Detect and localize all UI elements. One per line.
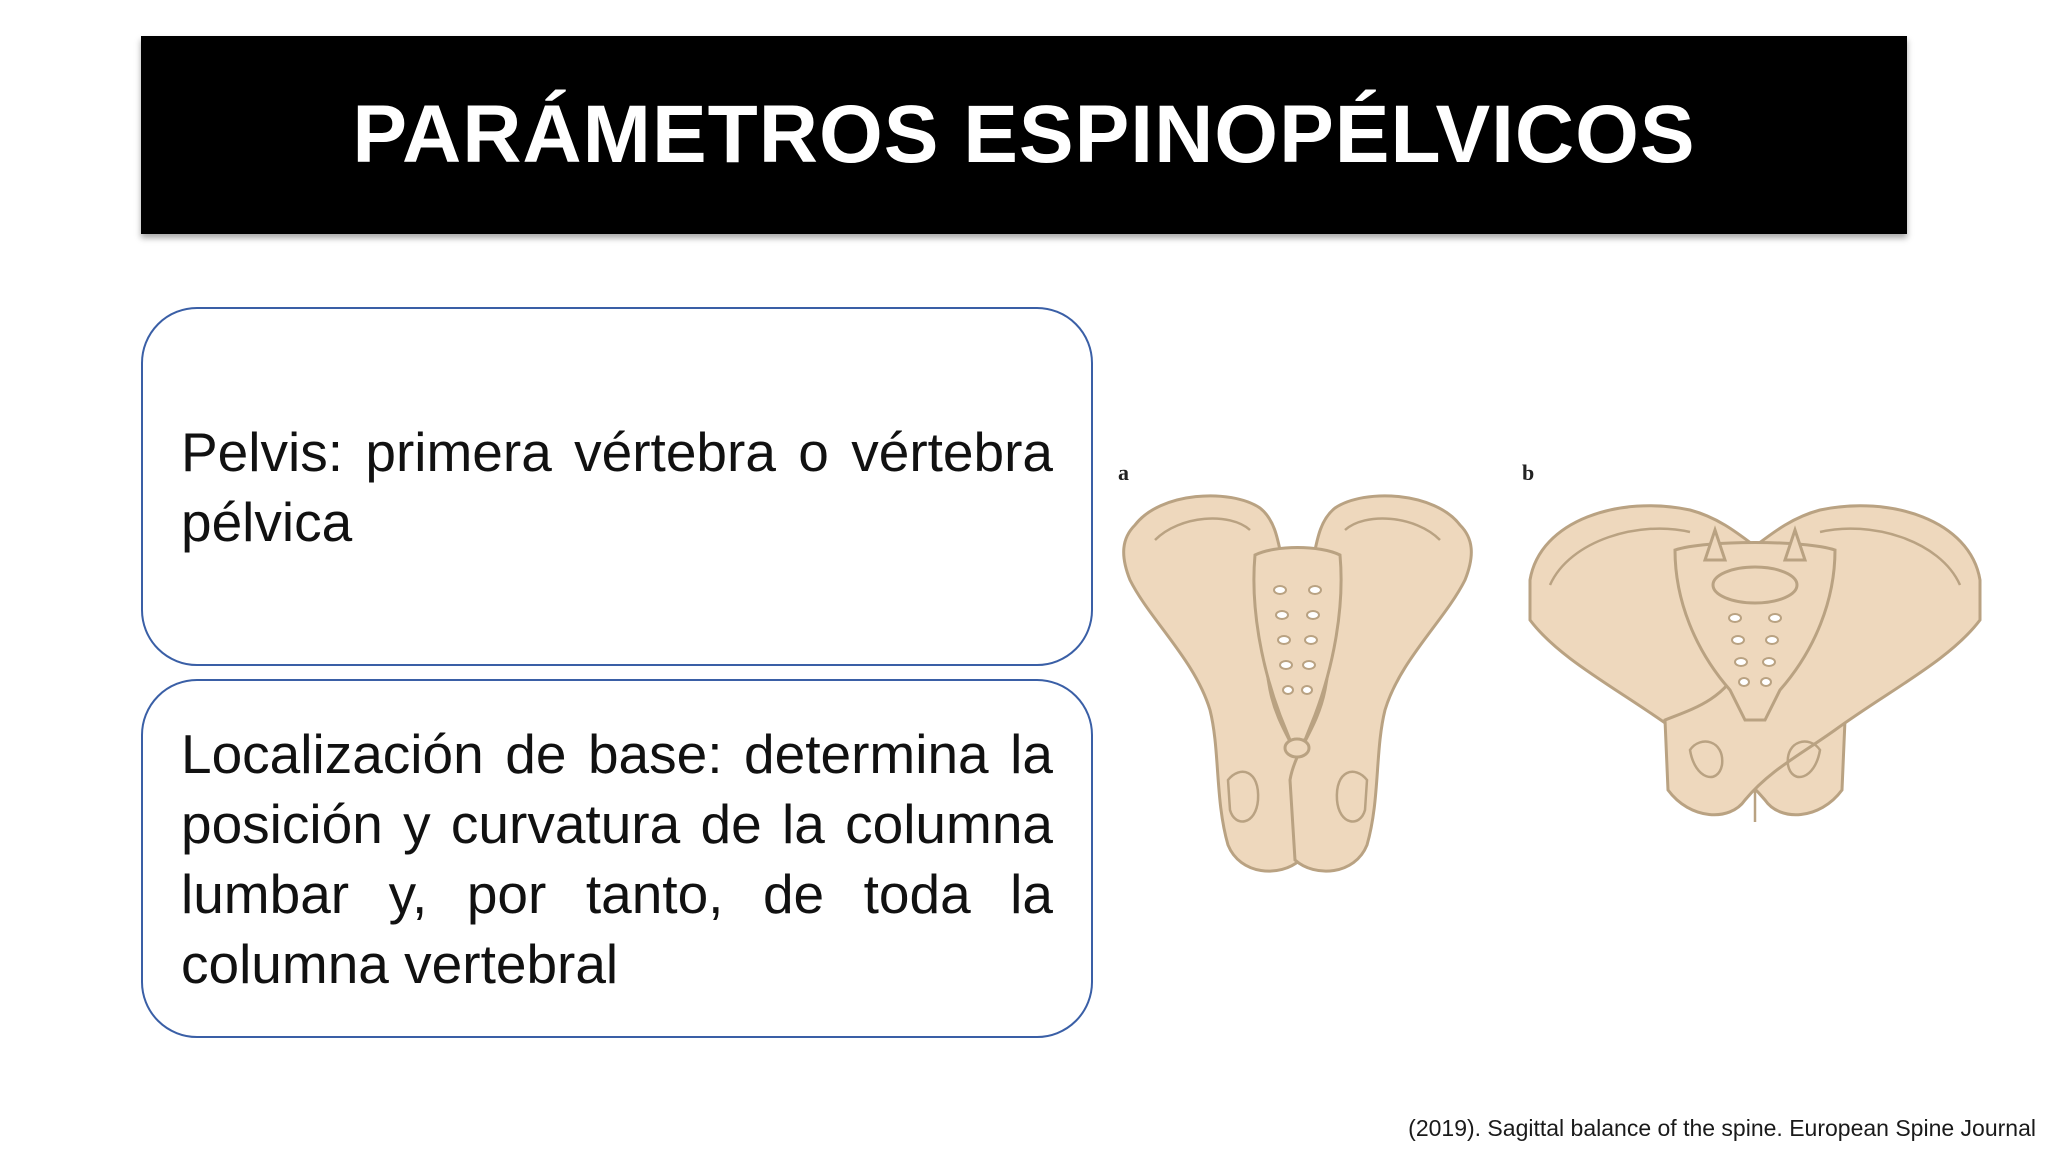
slide-title: PARÁMETROS ESPINOPÉLVICOS — [352, 89, 1696, 180]
card-text-base: Localización de base: determina la posición y curvatura de la columna lumbar y, por tanto, de toda la columna vertebral — [181, 722, 1053, 995]
pelvis-illustration-icon — [1100, 450, 2000, 890]
text-card-pelvis — [141, 307, 1093, 666]
panel-label-a: a — [1118, 460, 1129, 485]
pelvis-figure — [1100, 450, 2000, 890]
title-bar — [141, 36, 1907, 234]
card-text-pelvis: Pelvis: primera vértebra o vértebra pélvica — [181, 420, 1053, 553]
panel-label-b: b — [1522, 460, 1535, 485]
citation-text: (2019). Sagittal balance of the spine. European Spine Journal — [1408, 1115, 2036, 1141]
text-card-base — [141, 679, 1093, 1038]
